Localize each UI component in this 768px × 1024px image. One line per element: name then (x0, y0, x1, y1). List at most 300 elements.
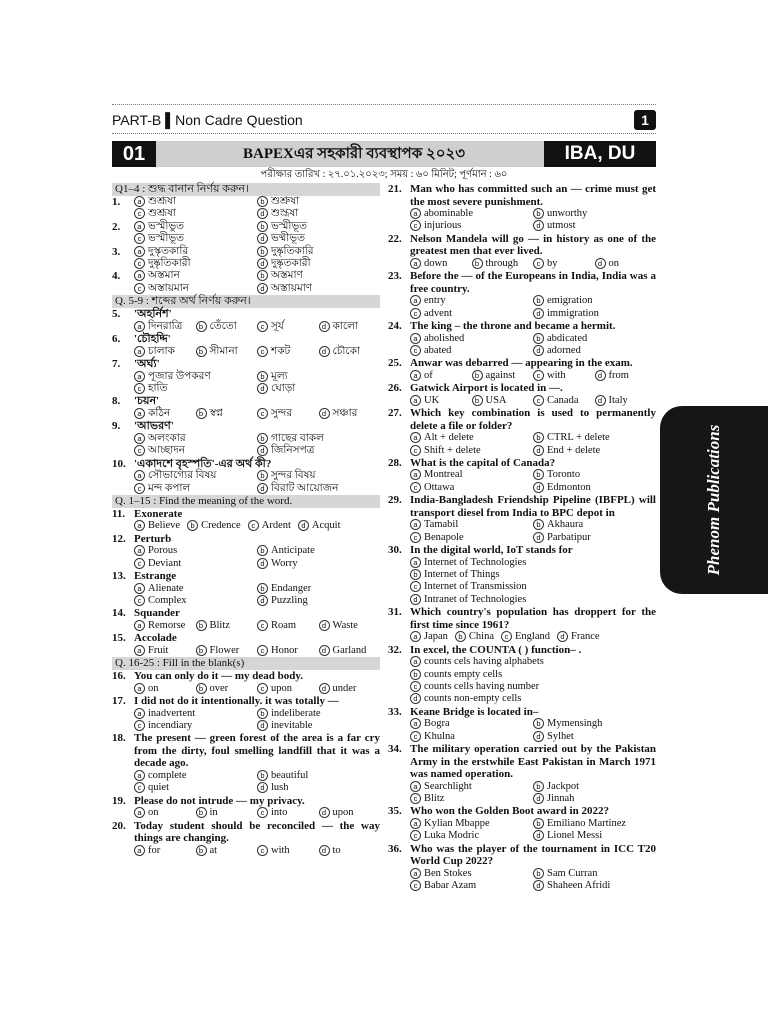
option-text: দুষ্কৃতকারী (271, 258, 311, 270)
option-text: Endanger (271, 582, 312, 594)
option-letter: d (257, 208, 268, 219)
option-letter: a (134, 807, 145, 818)
question-number: 20. (112, 819, 126, 832)
option-d (595, 370, 657, 382)
option-text: দিনরাত্রি (148, 320, 183, 332)
option-c (134, 595, 257, 607)
option-letter: b (533, 333, 544, 344)
option-letter: a (134, 270, 145, 281)
question-number: 5. (112, 308, 121, 321)
option-text: Tamabil (424, 519, 459, 531)
question-number: 1. (112, 196, 121, 208)
options-row (388, 818, 656, 843)
option-b (196, 620, 258, 632)
question-11 (112, 508, 380, 521)
question-text: 'আভরণ' (134, 420, 174, 433)
question-24 (388, 320, 656, 333)
option-d (533, 880, 656, 892)
question-number: 19. (112, 794, 126, 807)
option-text: Japan (424, 631, 448, 643)
question-34 (388, 743, 656, 781)
options-row (388, 868, 656, 893)
option-text: Bogra (424, 718, 450, 730)
question-text: Who was the player of the tournament in ICC T20 World Cup 2022? (410, 842, 656, 868)
option-c (257, 321, 319, 333)
option-letter: c (257, 683, 268, 694)
option-letter: a (134, 371, 145, 382)
option-c (134, 558, 257, 570)
option-text: চৌকো (332, 345, 361, 357)
option-letter: c (410, 482, 421, 493)
option-letter: b (533, 781, 544, 792)
options-row (388, 295, 656, 320)
options-row (388, 208, 656, 233)
option-letter: c (257, 346, 268, 357)
option-text: চালাক (148, 345, 175, 357)
option-a (410, 557, 656, 569)
option-letter: a (410, 519, 421, 530)
option-text: upon (271, 682, 292, 694)
option-c (410, 830, 533, 842)
option-letter: b (257, 270, 268, 281)
option-a (410, 718, 533, 730)
options-row (388, 370, 656, 382)
option-text: Blitz (209, 619, 230, 631)
option-b (196, 683, 258, 695)
question-number: 6. (112, 333, 121, 346)
option-a (410, 656, 656, 668)
option-d (319, 321, 381, 333)
question-text: Nelson Mandela will go — in history as one of the greatest men that ever lived. (410, 232, 656, 258)
option-c (134, 782, 257, 794)
question-text: Today student should be reconciled — the way things are changing. (134, 819, 380, 845)
option-letter: d (533, 445, 544, 456)
option-letter: a (134, 196, 145, 207)
question-number: 26. (388, 382, 402, 395)
option-a (134, 845, 196, 857)
option-letter: d (533, 731, 544, 742)
options-row (388, 432, 656, 457)
question-number: 11. (112, 507, 126, 520)
option-text: ভস্মীভূত (271, 220, 308, 232)
question-text: Exonerate (134, 507, 183, 520)
option-letter: b (196, 845, 207, 856)
option-d (257, 720, 380, 732)
question-number: 34. (388, 743, 402, 756)
option-text: জিনিসপত্র (271, 445, 315, 457)
option-letter: c (410, 445, 421, 456)
option-d (298, 520, 341, 532)
header-dotted-rule (112, 133, 656, 134)
option-a (134, 583, 257, 595)
option-a (410, 432, 533, 444)
option-text: from (608, 369, 629, 381)
exam-number: 01 (112, 141, 156, 167)
option-c (410, 532, 533, 544)
option-a (410, 631, 448, 643)
option-text: Fruit (148, 644, 169, 656)
question-23 (388, 270, 656, 295)
option-a (410, 258, 472, 270)
option-b (533, 519, 656, 531)
option-letter: a (134, 520, 145, 531)
option-letter: d (319, 683, 330, 694)
option-letter: a (410, 656, 421, 667)
option-d (257, 558, 380, 570)
option-text: Remorse (148, 619, 186, 631)
option-letter: b (257, 770, 268, 781)
question-number: 25. (388, 357, 402, 370)
option-letter: c (257, 807, 268, 818)
option-letter: a (134, 845, 145, 856)
option-text: Intranet of Technologies (424, 593, 527, 605)
option-letter: c (134, 445, 145, 456)
options-row (112, 645, 380, 657)
option-letter: b (533, 519, 544, 530)
option-letter: b (410, 669, 421, 680)
option-text: Jinnah (547, 792, 575, 804)
question-number: 8. (112, 395, 121, 408)
page-number: 1 (634, 110, 656, 130)
question-text: The military operation carried out by the Pakistan Army in the erstwhile East Pakistan in March 1971 was named operation. (410, 743, 656, 781)
question-number: 24. (388, 320, 402, 333)
option-d (557, 631, 600, 643)
option-text: abated (424, 344, 452, 356)
option-text: France (571, 631, 600, 643)
option-text: Mymensingh (547, 718, 603, 730)
option-letter: b (533, 295, 544, 306)
question-text: 'অর্ঘ্য' (134, 358, 160, 371)
option-c (533, 258, 595, 270)
option-d (257, 782, 380, 794)
option-text: অস্তায়মাণ (271, 282, 313, 294)
option-letter: d (257, 595, 268, 606)
option-letter: b (533, 208, 544, 219)
option-letter: a (134, 470, 145, 481)
option-a (134, 645, 196, 657)
option-text: End + delete (547, 444, 601, 456)
option-text: অস্তমাণ (271, 270, 303, 282)
option-text: for (148, 844, 161, 856)
option-text: শুশ্রূষা (148, 208, 176, 220)
option-text: in (209, 807, 218, 819)
option-letter: c (410, 220, 421, 231)
options-row (112, 196, 380, 221)
question-text: 'অহর্নিশ' (134, 308, 172, 321)
option-letter: d (298, 520, 309, 531)
option-d (257, 383, 380, 395)
option-c (410, 220, 533, 232)
question-13 (112, 570, 380, 583)
option-d (533, 308, 656, 320)
option-text: beautiful (271, 769, 309, 781)
option-b (257, 545, 380, 557)
option-text: down (424, 257, 448, 269)
option-text: Alienate (148, 582, 184, 594)
option-letter: b (196, 645, 207, 656)
institution-badge: IBA, DU (544, 141, 656, 167)
question-33 (388, 706, 656, 719)
option-b (196, 645, 258, 657)
option-a (134, 545, 257, 557)
left-column (112, 183, 380, 857)
section-heading: Q. 16-25 : Fill in the blank(s) (112, 657, 380, 670)
question-9 (112, 420, 380, 433)
option-text: অস্তমান (148, 270, 180, 282)
option-c (257, 620, 319, 632)
option-letter: c (410, 581, 421, 592)
option-text: into (271, 807, 288, 819)
option-letter: d (533, 482, 544, 493)
option-b (533, 295, 656, 307)
option-c (134, 283, 257, 295)
option-text: counts cels having alphabets (424, 656, 544, 668)
options-row (112, 683, 380, 695)
option-d (257, 483, 380, 495)
option-a (410, 333, 533, 345)
options-row (112, 470, 380, 495)
option-letter: b (472, 258, 483, 269)
options-row (388, 781, 656, 806)
option-letter: b (257, 433, 268, 444)
option-text: immigration (547, 307, 599, 319)
option-letter: a (134, 346, 145, 357)
option-b (455, 631, 494, 643)
option-text: injurious (424, 220, 462, 232)
option-letter: c (134, 208, 145, 219)
option-d (319, 845, 381, 857)
option-a (134, 371, 257, 383)
option-letter: d (533, 532, 544, 543)
option-letter: d (595, 395, 606, 406)
option-text: Puzzling (271, 595, 308, 607)
section-heading: Q. 1–15 : Find the meaning of the word. (112, 495, 380, 508)
option-text: on (608, 257, 619, 269)
question-5 (112, 308, 380, 321)
question-number: 29. (388, 494, 402, 507)
option-text: Blitz (424, 792, 445, 804)
option-text: complete (148, 769, 187, 781)
option-letter: b (196, 346, 207, 357)
option-a (134, 408, 196, 420)
option-b (257, 371, 380, 383)
question-15 (112, 632, 380, 645)
question-32 (388, 644, 656, 657)
option-letter: c (533, 370, 544, 381)
option-text: Garland (332, 644, 367, 656)
option-b (533, 208, 656, 220)
option-text: অস্তায়মান (148, 282, 190, 294)
option-letter: b (257, 246, 268, 257)
option-d (533, 345, 656, 357)
option-c (410, 308, 533, 320)
options-row (388, 333, 656, 358)
question-text: Accolade (134, 632, 177, 645)
options-row (388, 469, 656, 494)
option-text: by (547, 257, 558, 269)
question-7 (112, 358, 380, 371)
option-text: Luka Modric (424, 830, 480, 842)
option-d (257, 283, 380, 295)
option-letter: c (134, 283, 145, 294)
option-a (134, 520, 180, 532)
option-b (257, 770, 380, 782)
option-letter: b (257, 371, 268, 382)
option-letter: b (533, 469, 544, 480)
option-letter: c (134, 595, 145, 606)
option-text: Waste (332, 619, 358, 631)
option-text: Honor (271, 644, 298, 656)
option-text: USA (485, 394, 507, 406)
option-text: adorned (547, 344, 581, 356)
question-number: 36. (388, 842, 402, 855)
option-text: Ardent (261, 520, 291, 532)
option-text: Toronto (547, 469, 581, 481)
option-letter: a (410, 208, 421, 219)
option-letter: d (257, 782, 268, 793)
option-d (319, 645, 381, 657)
option-a (410, 395, 472, 407)
option-letter: d (319, 408, 330, 419)
question-number: 27. (388, 407, 402, 420)
running-header (112, 110, 656, 132)
option-text: তেঁতো (209, 320, 237, 332)
option-text: CTRL + delete (547, 432, 610, 444)
options-row (388, 395, 656, 407)
option-letter: a (410, 258, 421, 269)
option-letter: b (533, 868, 544, 879)
question-text: What is the capital of Canada? (410, 456, 556, 469)
options-row (112, 270, 380, 295)
option-text: Khulna (424, 730, 455, 742)
question-text: 'চৌহদ্দি' (134, 333, 171, 346)
option-text: Shift + delete (424, 444, 481, 456)
option-c (410, 731, 533, 743)
option-text: on (148, 807, 159, 819)
option-a (410, 781, 533, 793)
question-number: 9. (112, 420, 121, 433)
question-text: I did not do it intentionally. it was totally — (134, 695, 339, 708)
question-number: 15. (112, 632, 126, 645)
option-letter: b (533, 718, 544, 729)
option-letter: a (134, 645, 145, 656)
option-letter: d (533, 793, 544, 804)
option-text: counts empty cells (424, 668, 503, 680)
options-row (388, 557, 656, 607)
option-text: কালো (332, 320, 358, 332)
option-letter: d (257, 558, 268, 569)
option-letter: c (410, 880, 421, 891)
option-c (257, 408, 319, 420)
option-letter: b (257, 196, 268, 207)
question-20 (112, 820, 380, 845)
option-b (257, 583, 380, 595)
options-row (112, 520, 380, 532)
option-letter: d (319, 321, 330, 332)
option-letter: a (410, 432, 421, 443)
option-text: Porous (148, 545, 178, 557)
question-36 (388, 843, 656, 868)
option-letter: c (134, 258, 145, 269)
option-letter: d (319, 346, 330, 357)
option-d (533, 731, 656, 743)
option-letter: c (501, 631, 512, 642)
question-18 (112, 732, 380, 770)
question-28 (388, 457, 656, 470)
option-letter: b (472, 370, 483, 381)
option-text: ভষ্মীভূত (271, 233, 305, 245)
option-text: with (271, 844, 290, 856)
option-c (410, 681, 656, 693)
option-text: Benapole (424, 531, 464, 543)
option-letter: a (410, 469, 421, 480)
option-text: আচ্ছাদন (148, 445, 186, 457)
option-c (248, 520, 291, 532)
option-c (134, 445, 257, 457)
question-text: Anwar was debarred — appearing in the exam. (410, 357, 633, 370)
option-text: বিরাট আয়োজন (271, 482, 339, 494)
option-d (257, 445, 380, 457)
question-8 (112, 395, 380, 408)
option-c (410, 482, 533, 494)
option-letter: c (533, 395, 544, 406)
question-number: 4. (112, 270, 121, 283)
option-b (410, 569, 656, 581)
option-text: advent (424, 307, 452, 319)
option-text: পূজার উপকরণ (148, 370, 211, 382)
option-b (533, 818, 656, 830)
options-row (112, 845, 380, 857)
option-c (257, 645, 319, 657)
option-letter: d (319, 645, 330, 656)
option-letter: d (257, 720, 268, 731)
options-row (112, 545, 380, 570)
option-letter: d (595, 370, 606, 381)
question-number: 30. (388, 544, 402, 557)
option-text: counts cells having number (424, 680, 540, 692)
option-text: Complex (148, 595, 187, 607)
option-text: at (209, 844, 218, 856)
option-a (134, 346, 196, 358)
option-d (533, 445, 656, 457)
option-text: Ben Stokes (424, 867, 472, 879)
option-letter: a (410, 631, 421, 642)
question-6 (112, 333, 380, 346)
option-text: emigration (547, 295, 593, 307)
option-b (196, 807, 258, 819)
option-text: Sam Curran (547, 867, 598, 879)
options-row (388, 519, 656, 544)
option-a (410, 370, 472, 382)
option-b (533, 781, 656, 793)
option-letter: a (134, 246, 145, 257)
option-b (472, 370, 534, 382)
option-b (533, 868, 656, 880)
option-text: UK (424, 394, 440, 406)
option-d (533, 220, 656, 232)
option-letter: a (134, 683, 145, 694)
options-row (112, 246, 380, 271)
option-letter: b (410, 569, 421, 580)
option-letter: d (595, 258, 606, 269)
option-letter: c (134, 558, 145, 569)
option-text: entry (424, 295, 446, 307)
option-letter: b (533, 432, 544, 443)
question-number: 23. (388, 270, 402, 283)
option-b (472, 395, 534, 407)
option-c (533, 395, 595, 407)
option-d (257, 595, 380, 607)
